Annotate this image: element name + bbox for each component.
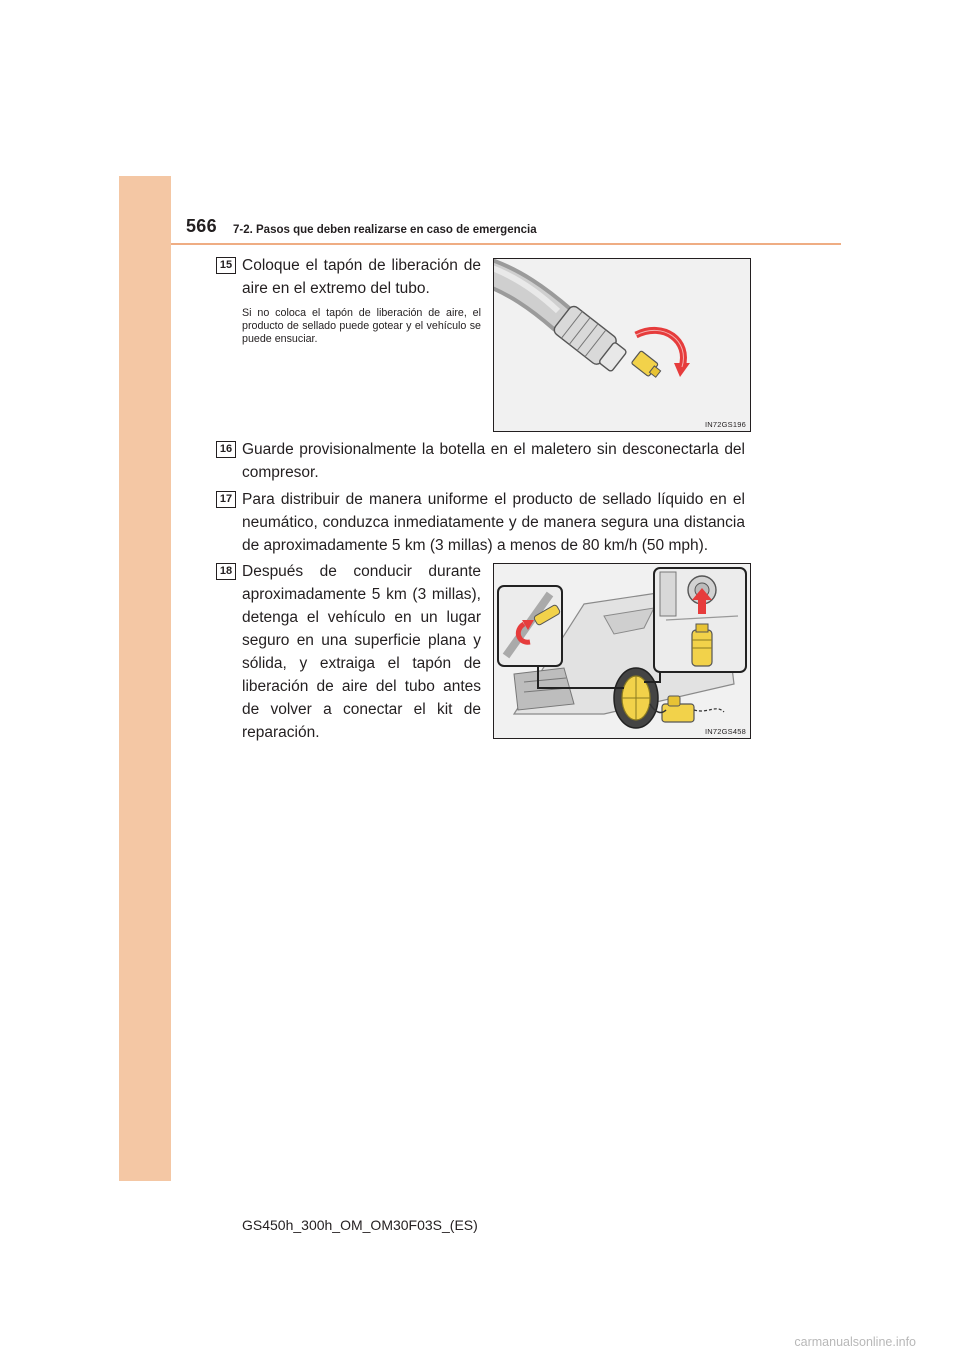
step-number-badge: 16 xyxy=(216,441,236,458)
step-16-text: Guarde provisionalmente la botella en el maletero sin desconectarla del compresor. xyxy=(242,441,745,481)
section-title: 7-2. Pasos que deben realizarse en caso de emergencia xyxy=(233,224,537,236)
step-number-badge: 17 xyxy=(216,491,236,508)
step-15-text: Coloque el tapón de liberación de aire en el extremo del tubo. xyxy=(242,257,481,297)
step-18-text: Después de conducir durante aproximadamente 5 km (3 millas), detenga el vehículo en un lugar seguro en una superficie plana y sólida, y extraiga el tapón de liberación de aire del tubo antes de volver a conectar el kit de reparación. xyxy=(242,563,481,741)
header-rule xyxy=(171,243,841,245)
figure-code: IN72GS196 xyxy=(705,420,746,429)
tube-cap-illustration xyxy=(494,259,750,431)
page-number: 566 xyxy=(186,216,217,236)
figure-air-release-cap xyxy=(493,258,751,432)
step-number-badge: 18 xyxy=(216,563,236,580)
vehicle-repair-kit-illustration xyxy=(494,564,750,738)
step-15-note: Si no coloca el tapón de liberación de aire, el producto de sellado puede gotear y el vehículo se puede ensuciar. xyxy=(242,307,481,345)
step-17-text: Para distribuir de manera uniforme el producto de sellado líquido en el neumático, conduzca inmediatamente y de manera segura una distancia de aproximadamente 5 km (3 millas) a menos de 80 km/h (50 mph). xyxy=(242,491,745,554)
figure-code: IN72GS458 xyxy=(705,727,746,736)
chapter-side-band xyxy=(119,176,171,1181)
source-watermark: carmanualsonline.info xyxy=(794,1335,916,1349)
document-code-footer: GS450h_300h_OM_OM30F03S_(ES) xyxy=(242,1217,478,1233)
step-number-badge: 15 xyxy=(216,257,236,274)
figure-vehicle-repair-kit xyxy=(493,563,751,739)
